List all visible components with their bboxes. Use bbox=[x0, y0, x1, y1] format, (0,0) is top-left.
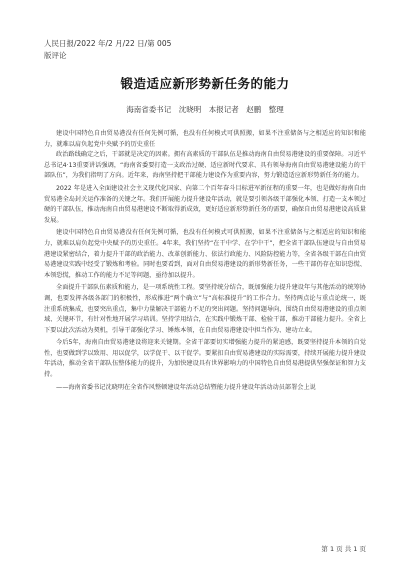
paragraph-7: ——海南省委书记沈晓明在全省作风整顿建设年活动总结暨能力提升建设年活动动员部署会上说 bbox=[56, 383, 316, 391]
page-number: 第 1 页 共 1 页 bbox=[321, 545, 366, 553]
source-line: 人民日报/2022 年/2 月/22 日/第 005 bbox=[44, 39, 172, 48]
paragraph-5: 全面提升干部队伍素质和能力，是一项系统性工程。要坚持统分结合，既加强能力提升建设年与其他活动的统筹协调，也要发挥各级各部门的积极性，形成推进“两个确立”与“高标准提升”的工作合力。坚持两点论与重点论统一，既注重系统集成，也要突出重点，集中力量解决干部能力不足的突出问题。坚持问题导向，围绕自由贸易港建设的重点领域、关键环节，有针对性地开展学习培训。坚持学用结合，在实践中锻炼干部、检验干部，推动干部能力提升。全省上下要以此次活动为契机，引导干部强化学习、锤炼本领，在自由贸易港建设中担当作为、建功立业。 bbox=[44, 284, 366, 334]
article-title: 锻造适应新形势新任务的能力 bbox=[120, 76, 290, 91]
paragraph-3: 2022 年是进入全面建设社会主义现代化国家、向第二个百年奋斗目标进军新征程的重要一年，也是做好海南自由贸易港全岛封关运作准备的关键之年。我们开展能力提升建设年活动，就是要引领各级干部强化本领、打造一支本领过硬的干部队伍，推动海南自由贸易港建设不断取得新成效，更好适应新形势新任务的需要，确保自由贸易港建设高质量发展。 bbox=[44, 184, 366, 224]
paragraph-2: 政治路线确定之后，干部就是决定的因素。拥有高素质的干部队伍是推动海南自由贸易港建设的重要保障。习近平总书记4·13重要讲话强调，“海南省委要打造一支政治过硬、适应新时代要求、具有领导海南自由贸易港建设能力的干部队伍”，为我们指明了方向。近年来，海南坚持把干部能力建设作为重要内容，努力锻造适应新形势新任务的能力。 bbox=[44, 151, 366, 180]
paragraph-6: 今后5年，海南自由贸易港建设将迎来关键期。全省干部要切实增强能力提升的紧迫感，既要坚持提升本领的自觉性，也要做到学以致用、用以促学，以学促干、以干促学。要紧扣自由贸易港建设的实际需要，持续开展能力提升建设年活动，推动全省干部队伍整体能力的提升，为加快建设具有世界影响力的中国特色自由贸易港提供坚强保证和智力支持。 bbox=[44, 339, 366, 379]
paragraph-1: 建设中国特色自由贸易港没有任何先例可循，也没有任何模式可供照搬，如果不注重储备与之相适应的知识和能力，就难以肩负起党中央赋予的历史重任 bbox=[44, 130, 366, 148]
article-byline: 海南省委书记 沈晓明 本报记者 赵鹏 整理 bbox=[126, 105, 284, 114]
section-label: 版评论 bbox=[44, 51, 67, 60]
paragraph-4: 建设中国特色自由贸易港没有任何先例可循，也没有任何模式可供照搬，如果不注重储备与之相适应的知识和能力，就难以肩负起党中央赋予的历史重任。4年来，我们坚持“在干中学、在学中干”，把全省干部队伍建设与自由贸易港建设紧密结合，着力提升干部的政治能力、改革创新能力、依法行政能力、风险防控能力等，全省各级干部在自由贸易港建设实践中经受了锻炼和考验。同时也要看到，面对自由贸易港建设的新形势新任务，一些干部仍存在知识恐慌、本领恐慌，推动工作的能力不足等问题，亟待加以提升。 bbox=[44, 229, 366, 279]
